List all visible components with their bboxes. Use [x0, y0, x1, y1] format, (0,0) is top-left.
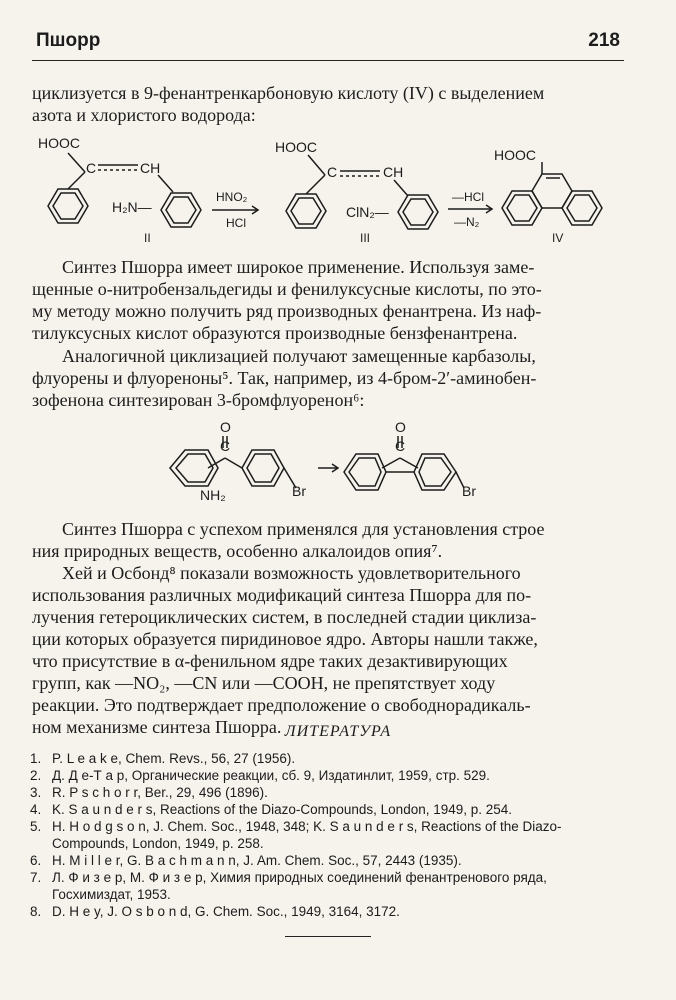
reference-number: 2. [30, 768, 42, 783]
reference-item [30, 767, 630, 784]
reference-number: 6. [30, 853, 42, 868]
reference-text: Л. Ф и з е р, М. Ф и з е р, Химия природных соединений фенантренового ряда, Госхимиздат, 1953. [52, 870, 547, 902]
text-line: групп, как —NO₂, —CN или —COOH, не препятствует ходу [32, 673, 496, 693]
reaction-scheme-1 [30, 130, 630, 248]
paragraph-3 [32, 345, 622, 411]
label-o-2: O [395, 419, 406, 435]
reference-text: D. H e y, J. O s b o n d, G. Chem. Soc., 1949, 3164, 3172. [52, 904, 400, 919]
reference-item [30, 818, 630, 852]
paragraph-2 [32, 256, 622, 344]
literature-heading: ЛИТЕРАТУРА [284, 723, 392, 740]
page-number: 218 [588, 30, 620, 51]
label-hooc-ii: HOOC [38, 135, 80, 151]
page-header [36, 30, 620, 56]
label-c-1: C [220, 438, 231, 454]
label-number-iii: III [360, 231, 371, 245]
text-line: ции которых образуется пиридиновое ядро. Авторы нашли также, [32, 629, 538, 649]
reference-item [30, 869, 630, 903]
label-o-1: O [220, 419, 231, 435]
text-line: реакции. Это подтверждает предположение о свободнорадикаль- [32, 695, 531, 715]
label-number-ii: II [144, 231, 151, 245]
reference-text: K. S a u n d e r s, Reactions of the Diazo-Compounds, London, 1949, p. 254. [52, 802, 513, 817]
reference-text: P. L e a k e, Chem. Revs., 56, 27 (1956). [52, 751, 296, 766]
text-line: Аналогичной циклизацией получают замещенные карбазолы, [62, 346, 536, 366]
label-reagent-hcl: HCl [226, 216, 246, 230]
reference-text: Д. Д е-Т а р, Органические реакции, сб. 9, Издатинлит, 1959, стр. 529. [52, 768, 490, 783]
reference-text: H. H o d g s o n, J. Chem. Soc., 1948, 348; K. S a u n d e r s, Reactions of the Diazo-Compounds, London, 1949, p. 258. [52, 819, 562, 851]
text-line: му методу можно получить ряд производных фенантрена. Из наф- [32, 301, 542, 321]
reaction-scheme-2 [160, 418, 520, 518]
text-line: Синтез Пшорра имеет широкое применение. Используя заме- [62, 257, 535, 277]
reference-number: 5. [30, 819, 42, 834]
label-br-2: Br [462, 483, 476, 499]
paragraph-5 [32, 562, 622, 738]
label-c-2: C [395, 438, 406, 454]
reference-text: H. M i l l e r, G. B a c h m a n n, J. Am. Chem. Soc., 57, 2443 (1935). [52, 853, 462, 868]
label-ch-iii: CH [383, 164, 404, 180]
reference-item [30, 750, 630, 767]
label-reagent-hno2: HNO₂ [216, 190, 248, 204]
paragraph-4 [32, 518, 622, 562]
text-line: лучения гетероциклических систем, в последней стадии циклиза- [32, 607, 537, 627]
text-line: азота и хлористого водорода: [32, 105, 256, 125]
reference-item [30, 903, 630, 920]
text-line: флуорены и флуореноны⁵. Так, например, из 4-бром-2′-аминобен- [32, 368, 537, 388]
reference-text: R. P s c h o r r, Ber., 29, 496 (1896). [52, 785, 268, 800]
reference-item [30, 852, 630, 869]
label-cln2: ClN₂— [346, 204, 389, 220]
text-line: Хей и Осбонд⁸ показали возможность удовлетворительного [62, 563, 521, 583]
reference-list [30, 750, 630, 920]
label-c-ii: C [86, 160, 97, 176]
running-title: Пшорр [36, 30, 101, 51]
label-number-iv: IV [552, 231, 564, 245]
header-rule [32, 60, 624, 61]
label-h2n: H₂N— [112, 199, 152, 215]
label-hooc-iv: HOOC [494, 147, 536, 163]
reference-number: 7. [30, 870, 42, 885]
label-ch-ii: CH [140, 160, 161, 176]
text-line: ния природных веществ, особенно алкалоидов опия⁷. [32, 541, 443, 561]
reference-item [30, 784, 630, 801]
text-line: использования различных модификаций синтеза Пшорра для по- [32, 585, 532, 605]
label-br-1: Br [292, 483, 306, 499]
text-line: тилуксусных кислот образуются производные бензфенантрена. [32, 323, 518, 343]
paragraph-1 [32, 82, 622, 126]
label-hooc-iii: HOOC [275, 139, 317, 155]
reference-number: 4. [30, 802, 42, 817]
reference-item [30, 801, 630, 818]
text-line: ном механизме синтеза Пшорра. [32, 717, 282, 737]
label-nh2: NH₂ [200, 487, 226, 503]
text-line: что присутствие в α-фенильном ядре таких дезактивирующих [32, 651, 508, 671]
reference-number: 8. [30, 904, 42, 919]
text-line: циклизуется в 9-фенантренкарбоновую кислоту (IV) с выделением [32, 83, 545, 103]
footer-rule [285, 936, 371, 937]
label-minus-hcl: —HCl [452, 190, 484, 204]
reference-number: 1. [30, 751, 42, 766]
label-c-iii: C [327, 164, 338, 180]
text-line: Синтез Пшорра с успехом применялся для установления строе [62, 519, 545, 539]
label-minus-n2: —N₂ [454, 215, 480, 229]
text-line: щенные о-нитробензальдегиды и фенилуксусные кислоты, по это- [32, 279, 542, 299]
text-line: зофенона синтезирован 3-бромфлуоренон⁶: [32, 390, 365, 410]
reference-number: 3. [30, 785, 42, 800]
